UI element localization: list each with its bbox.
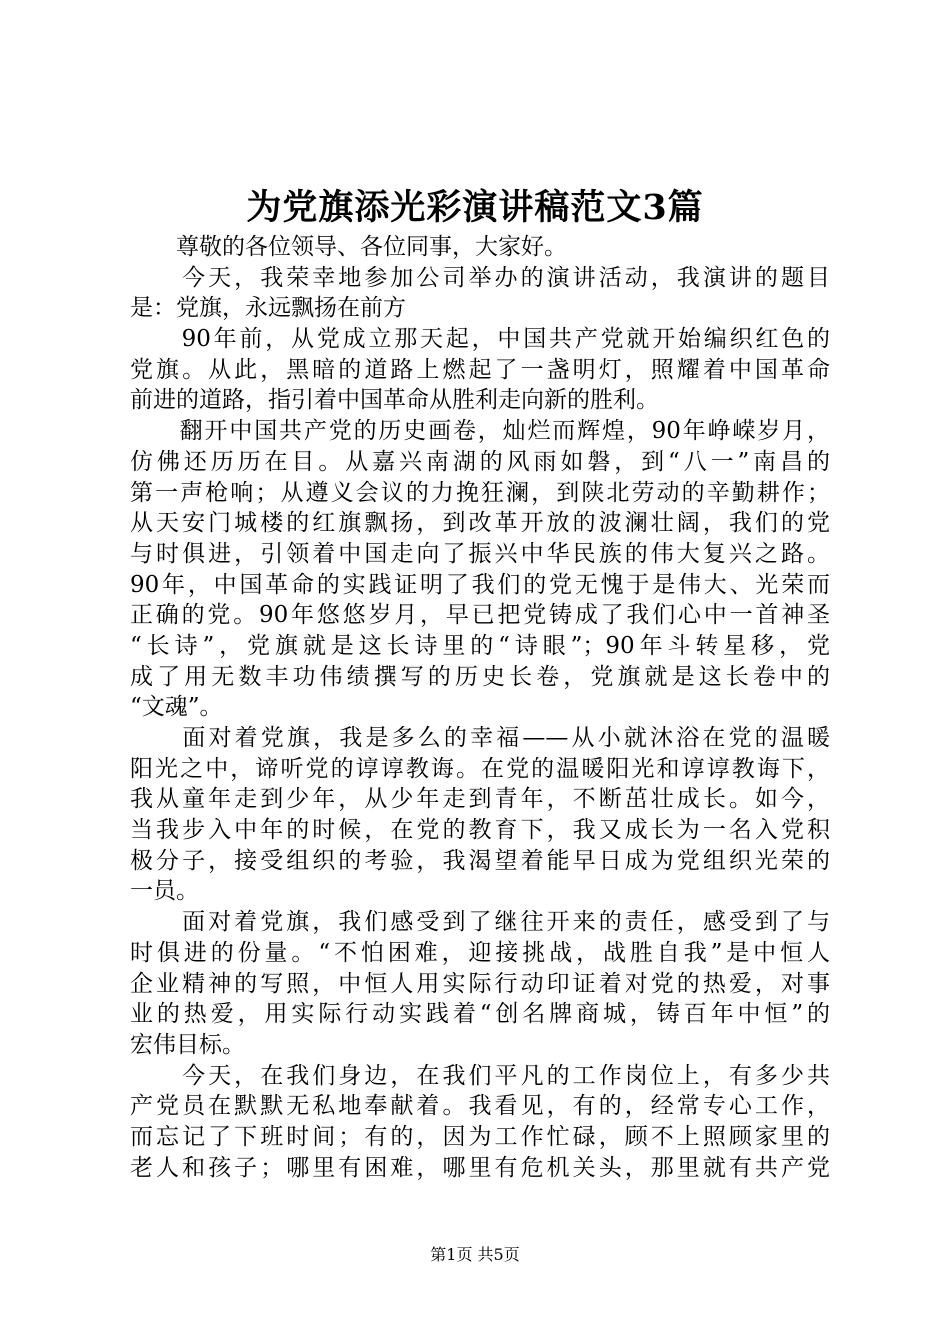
text-line: 企业精神的写照，中恒人用实际行动印证着对党的热爱，对事	[130, 970, 830, 997]
paragraph	[130, 263, 830, 324]
text-line: 仿佛还历历在目。从嘉兴南湖的风雨如磐，到“八一”南昌的	[130, 448, 830, 475]
text-line: 老人和孩子；哪里有困难，哪里有危机关头，那里就有共产党	[130, 1154, 830, 1181]
text-line: 党旗。从此，黑暗的道路上燃起了一盏明灯，照耀着中国革命	[130, 356, 830, 383]
paragraph	[130, 907, 830, 1060]
text-line: 今天，在我们身边，在我们平凡的工作岗位上，有多少共	[130, 1062, 830, 1089]
text-line: 正确的党。90年悠悠岁月，早已把党铸成了我们心中一首神圣	[130, 602, 830, 629]
text-line: 我从童年走到少年，从少年走到青年，不断茁壮成长。如今，	[130, 786, 830, 813]
text-line: 90年前，从党成立那天起，中国共产党就开始编织红色的	[130, 326, 830, 353]
paragraph	[130, 232, 830, 263]
text-line: 与时俱进，引领着中国走向了振兴中华民族的伟大复兴之路。	[130, 540, 830, 567]
text-line: 翻开中国共产党的历史画卷，灿烂而辉煌，90年峥嵘岁月，	[130, 418, 830, 445]
text-line: 成了用无数丰功伟绩撰写的历史长卷，党旗就是这长卷中的	[130, 663, 830, 690]
page-footer: 第1页 共5页	[430, 1245, 520, 1264]
text-line: 产党员在默默无私地奉献着。我看见，有的，经常专心工作，	[130, 1093, 830, 1120]
text-line: 业的热爱，用实际行动实践着“创名牌商城，铸百年中恒”的	[130, 1001, 830, 1028]
paragraph	[130, 723, 830, 907]
page-title: 为党旗添光彩演讲稿范文3篇	[246, 187, 704, 228]
text-line: “长诗”，党旗就是这长诗里的“诗眼”；90年斗转星移，党	[130, 632, 830, 659]
text-line: 面对着党旗，我是多么的幸福——从小就沐浴在党的温暖	[130, 725, 830, 751]
paragraph	[130, 324, 830, 416]
text-line: 尊敬的各位领导、各位同事，大家好。	[130, 234, 567, 260]
text-line: 前进的道路，指引着中国革命从胜利走向新的胜利。	[130, 387, 659, 414]
text-line: 当我步入中年的时候，在党的教育下，我又成长为一名入党积	[130, 817, 830, 844]
paragraph	[130, 416, 830, 723]
text-line: 从天安门城楼的红旗飘扬，到改革开放的波澜壮阔，我们的党	[130, 510, 830, 537]
text-line: 一员。	[130, 878, 199, 905]
paragraph	[130, 1061, 830, 1184]
text-line: 面对着党旗，我们感受到了继往开来的责任，感受到了与	[130, 909, 830, 936]
text-line: 时俱进的份量。“不怕困难，迎接挑战，战胜自我”是中恒人	[130, 939, 830, 966]
document-body	[130, 232, 830, 1183]
text-line: 第一声枪响；从遵义会议的力挽狂澜，到陕北劳动的辛勤耕作；	[130, 479, 830, 506]
text-line: “文魂”。	[130, 694, 223, 721]
text-line: 是：党旗，永远飘扬在前方	[130, 295, 406, 322]
text-line: 阳光之中，谛听党的谆谆教诲。在党的温暖阳光和谆谆教诲下，	[130, 755, 830, 782]
text-line: 90年，中国革命的实践证明了我们的党无愧于是伟大、光荣而	[130, 571, 830, 598]
text-line: 今天，我荣幸地参加公司举办的演讲活动，我演讲的题目	[130, 264, 830, 291]
text-line: 而忘记了下班时间；有的，因为工作忙碌，顾不上照顾家里的	[130, 1123, 830, 1150]
text-line: 极分子，接受组织的考验，我渴望着能早日成为党组织光荣的	[130, 847, 830, 874]
text-line: 宏伟目标。	[130, 1031, 245, 1058]
